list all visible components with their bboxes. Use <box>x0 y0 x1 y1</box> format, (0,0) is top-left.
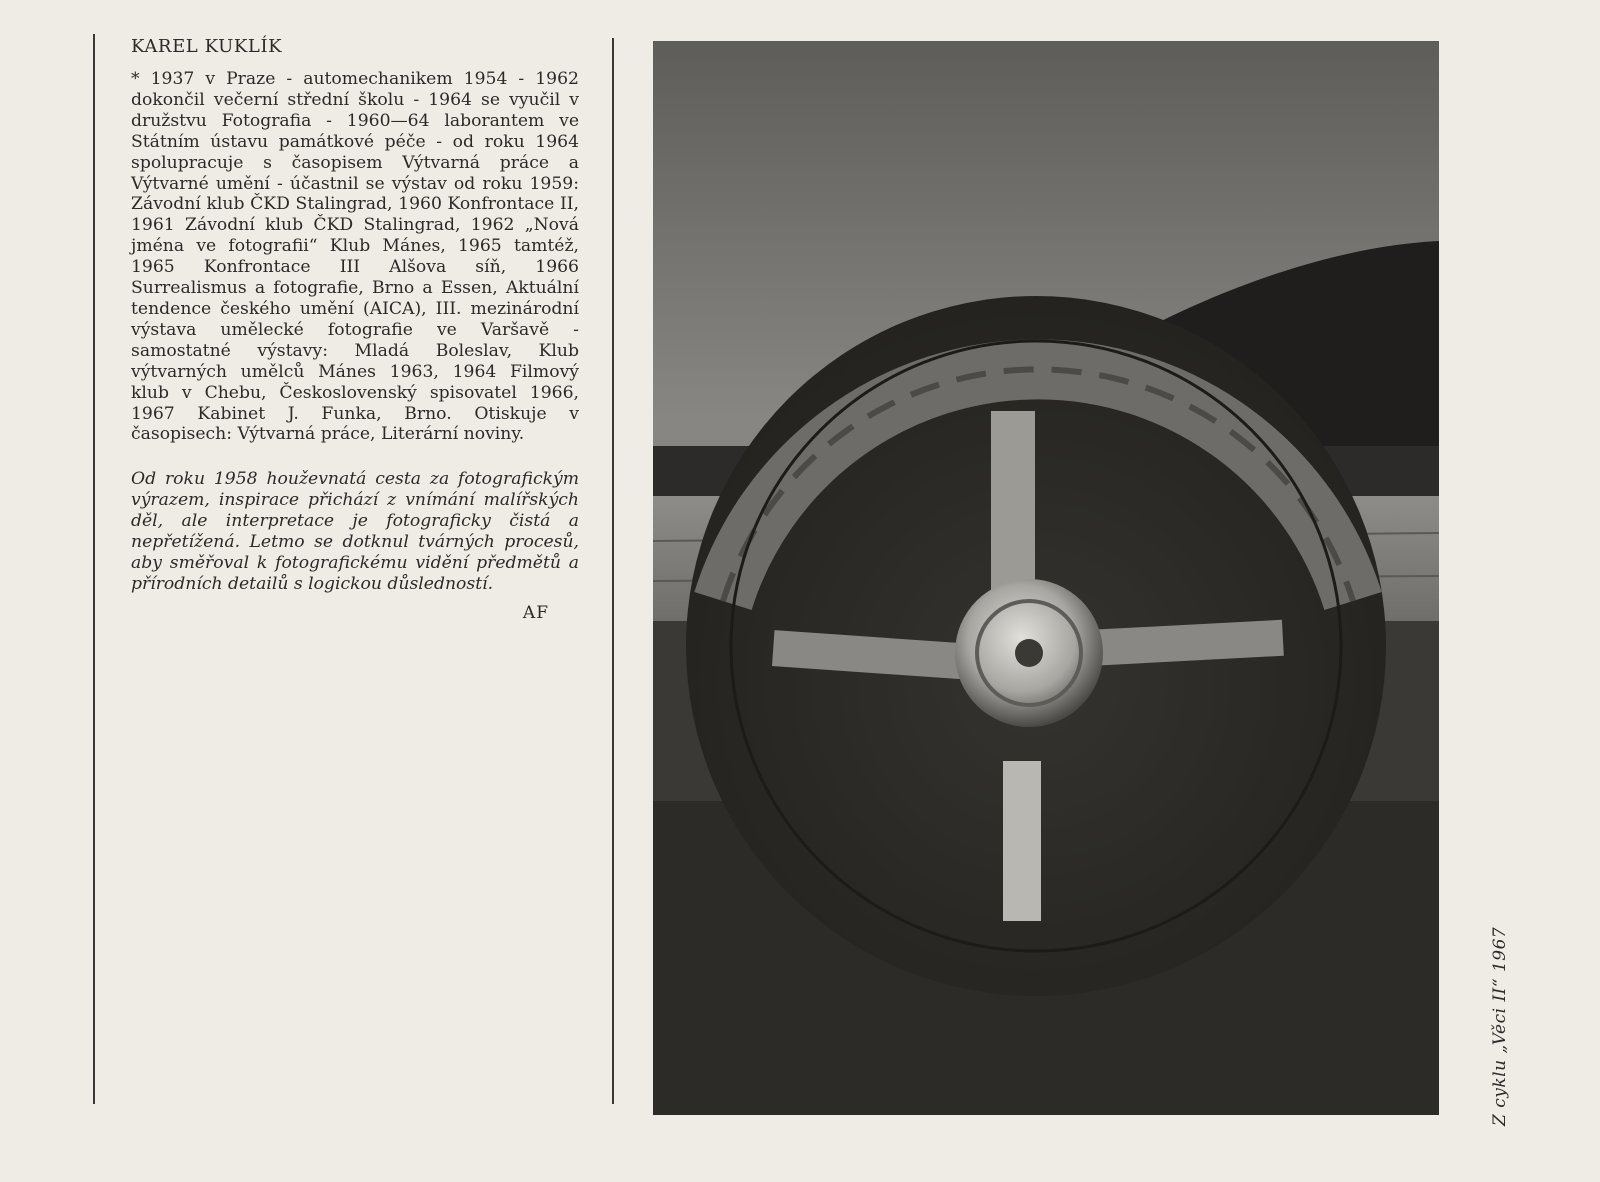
left-margin-rule <box>93 34 95 1104</box>
photo-caption: Z cyklu „Věci II“ 1967 <box>1490 926 1510 1126</box>
author-name: KAREL KUKLÍK <box>131 36 283 57</box>
text-column <box>131 36 579 623</box>
commentary-text: Od roku 1958 houževnatá cesta za fotografickým výrazem, inspirace přichází z vnímání malířských děl, ale interpretace je fotograficky čistá a nepřetížená. Letmo se dotknul tvárných procesů, aby směřoval k fotografickému vidění předmětů a přírodních detailů s logickou důsledností. <box>131 469 579 594</box>
biography-text: * 1937 v Praze - automechanikem 1954 - 1962 dokončil večerní střední školu - 1964 se vyučil v družstvu Fotografia - 1960—64 laborantem ve Státním ústavu památkové péče - od roku 1964 spolupracuje s časopisem Výtvarná práce a Výtvarné umění - účastnil se výstav od roku 1959: Závodní klub ČKD Stalingrad, 1960 Konfrontace II, 1961 Závodní klub ČKD Stalingrad, 1962 „Nová jména ve fotografii“ Klub Mánes, 1965 tamtéž, 1965 Konfrontace III Alšova síň, 1966 Surrealismus a fotografie, Brno a Essen, Aktuální tendence českého umění (AICA), III. mezinárodní výstava umělecké fotografie ve Varšavě - samostatné výstavy: Mladá Boleslav, Klub výtvarných umělců Mánes 1963, 1964 Filmový klub v Chebu, Československý spisovatel 1966, 1967 Kabinet J. Funka, Brno. Otiskuje v časopisech: Výtvarná práce, Literární noviny. <box>131 69 579 445</box>
author-initials-signature: AF <box>522 602 549 623</box>
column-divider-rule <box>612 38 614 1104</box>
photograph-wheel <box>653 41 1439 1115</box>
